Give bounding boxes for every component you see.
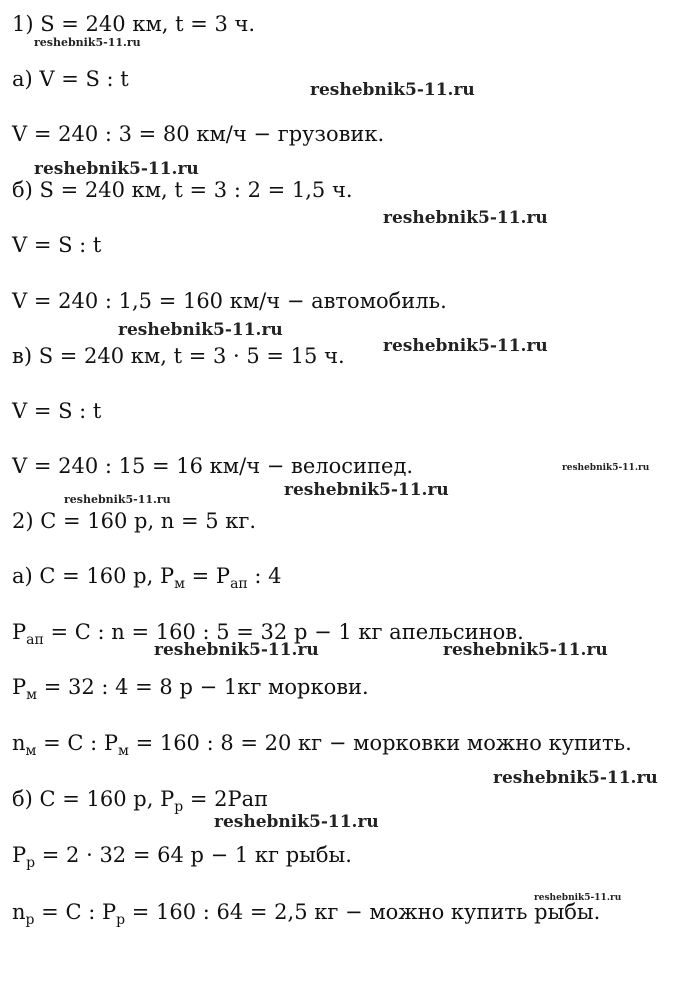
solution-line-12: $P_{ап} = C$ : n = 160 : 5 = 32 р − 1 кг апельсинов. [12,620,524,648]
solution-line-10: 2) C = 160 р, n = 5 кг. [12,509,257,533]
watermark: reshebnik5-11.ru [562,463,650,473]
watermark: reshebnik5-11.ru [118,320,283,340]
solution-line-7: в) S = 240 км, t = 3 · 5 = 15 ч. [12,344,345,368]
solution-line-9: V = 240 : 15 = 16 км/ч − велосипед. [12,454,414,478]
solution-line-14: $n_м = C$ : $P_м = 160$ : 8 = 20 кг − морковки можно купить. [12,731,632,759]
watermark: reshebnik5-11.ru [34,36,141,49]
solution-line-11: а) C = 160 р, $P_м = P_{ап}$ : 4 [12,564,282,592]
solution-line-16: $P_р = 2 \cdot 32 = 64$ р − 1 кг рыбы. [12,843,352,871]
solution-line-1: 1) S = 240 км, t = 3 ч. [12,12,256,36]
solution-line-8: V = S : t [12,399,102,423]
solution-line-3: V = 240 : 3 = 80 км/ч − грузовик. [12,122,385,146]
solution-line-15: б) C = 160 р, $P_р = 2Pап$ [12,787,269,815]
solution-line-13: $P_м = 32$ : 4 = 8 р − 1кг моркови. [12,675,369,703]
watermark: reshebnik5-11.ru [154,640,319,660]
watermark: reshebnik5-11.ru [383,336,548,356]
solution-line-6: V = 240 : 1,5 = 160 км/ч − автомобиль. [12,289,447,313]
watermark: reshebnik5-11.ru [310,80,475,100]
watermark: reshebnik5-11.ru [443,640,608,660]
watermark: reshebnik5-11.ru [64,493,171,506]
watermark: reshebnik5-11.ru [534,893,622,903]
solution-line-5: V = S : t [12,233,102,257]
solution-line-2: а) V = S : t [12,67,129,91]
watermark: reshebnik5-11.ru [383,208,548,228]
watermark: reshebnik5-11.ru [34,159,199,179]
watermark: reshebnik5-11.ru [284,480,449,500]
solution-line-17: $n_р = C$ : $P_р = 160$ : 64 = 2,5 кг − можно купить рыбы. [12,900,601,928]
watermark: reshebnik5-11.ru [214,812,379,832]
solution-line-4: б) S = 240 км, t = 3 : 2 = 1,5 ч. [12,178,353,202]
watermark: reshebnik5-11.ru [493,768,658,788]
